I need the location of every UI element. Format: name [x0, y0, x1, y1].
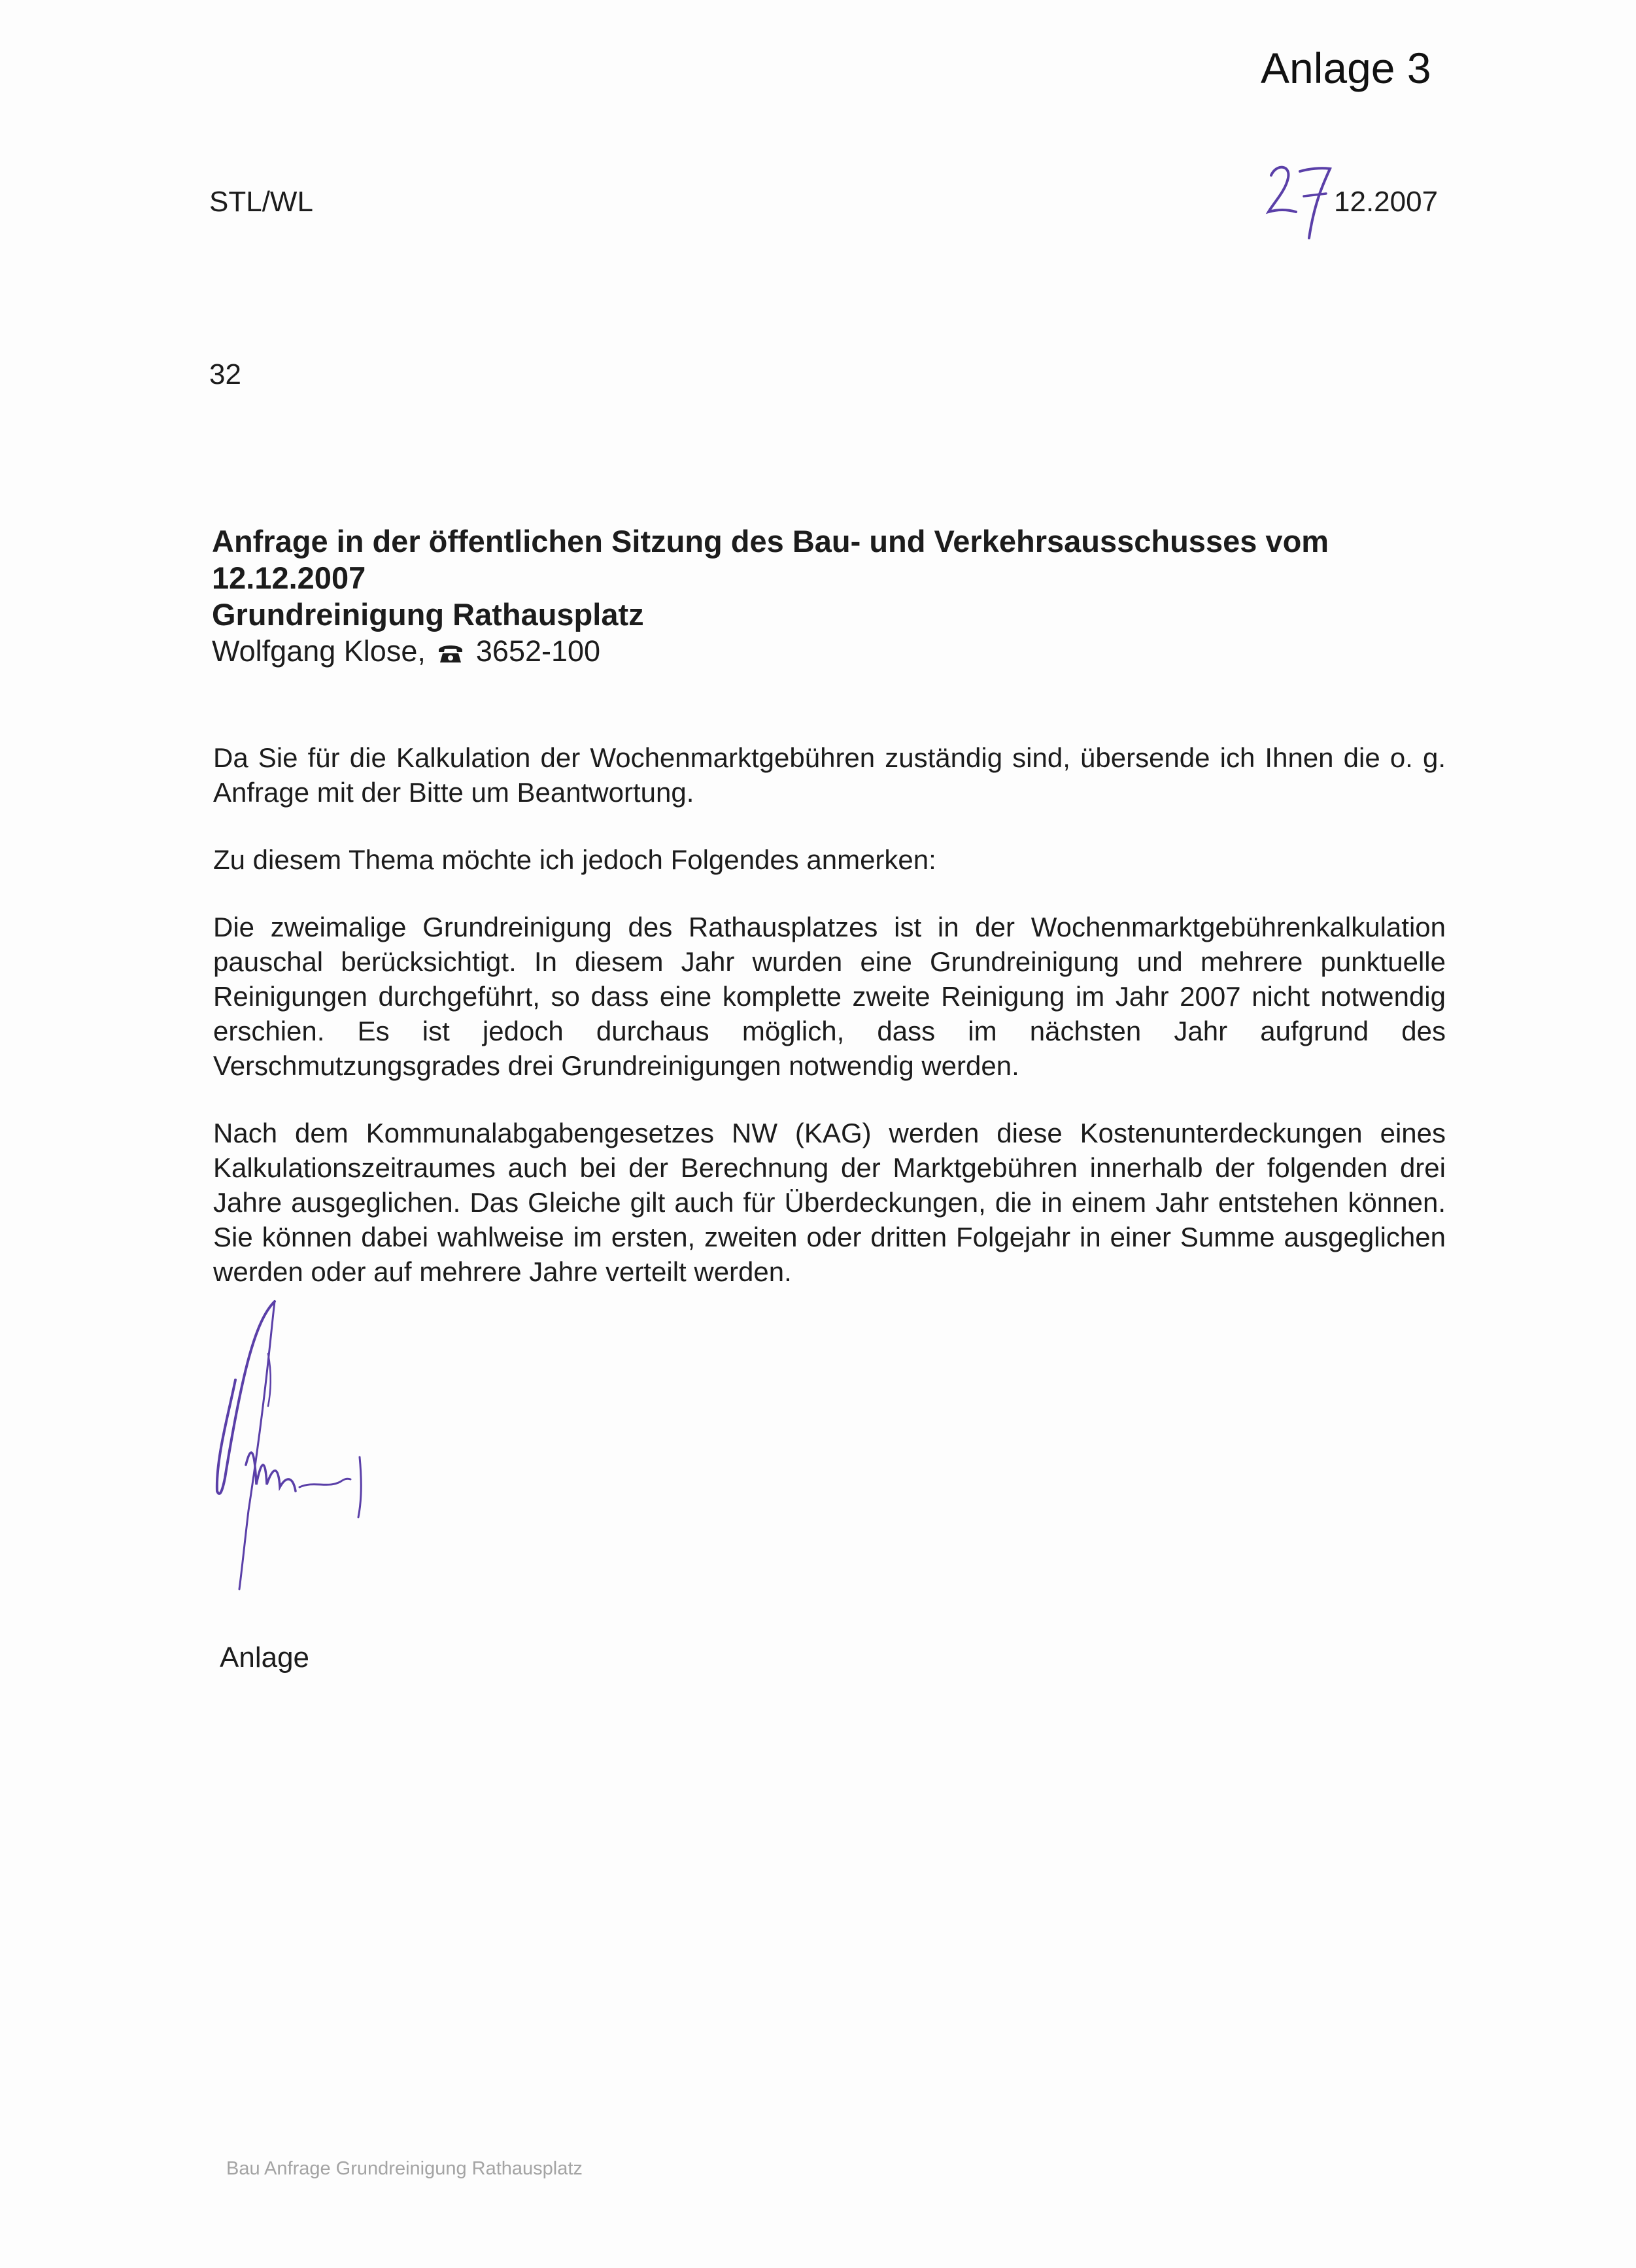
- paragraph-3: Die zweimalige Grundreinigung des Rathausplatzes ist in der Wochenmarktgebührenkalkulation pauschal berücksichtigt. In diesem Jahr wurden eine Grundreinigung und mehrere punktuelle Reinigungen durchgeführt, so dass eine komplette zweite Reinigung im Jahr 2007 nicht notwendig erschien. Es ist jedoch durchaus möglich, dass im nächsten Jahr aufgrund des Verschmutzungsgrades drei Grundreinigungen notwendig werden.: [213, 912, 1446, 1081]
- contact-line: [212, 633, 1454, 670]
- enclosure-label: Anlage: [220, 1641, 310, 1674]
- contact-phone: 3652-100: [475, 634, 601, 668]
- telephone-icon: [437, 642, 464, 664]
- paragraph-1: Da Sie für die Kalkulation der Wochenmarktgebühren zuständig sind, übersende ich Ihnen die o. g. Anfrage mit der Bitte um Beantwortung.: [213, 742, 1446, 808]
- annex-label: Anlage 3: [1261, 44, 1431, 92]
- paragraph-4: Nach dem Kommunalabgabengesetzes NW (KAG) werden diese Kostenunterdeckungen eines Kalkulationszeitraumes auch bei der Berechnung der Marktgebühren innerhalb der folgenden drei Jahre ausgeglichen. Das Gleiche gilt auch für Überdeckungen, die in einem Jahr entstehen können. Sie können dabei wahlweise im ersten, zweiten oder dritten Folgejahr in einer Summe ausgeglichen werden oder auf mehrere Jahre verteilt werden.: [213, 1118, 1446, 1287]
- contact-name: Wolfgang Klose,: [212, 634, 426, 668]
- footer-filename: Bau Anfrage Grundreinigung Rathausplatz: [226, 2158, 583, 2179]
- reference-number: 32: [209, 358, 241, 390]
- date-month-year: 12.2007: [1334, 186, 1439, 218]
- subject-date: 12.12.2007: [212, 560, 366, 595]
- department-code: STL/WL: [209, 186, 313, 218]
- subject-block: [212, 523, 1454, 670]
- letter-body: [213, 740, 1446, 1322]
- paragraph-2: Zu diesem Thema möchte ich jedoch Folgendes anmerken:: [213, 844, 936, 875]
- subject-line-1: Anfrage in der öffentlichen Sitzung des Bau- und Verkehrsausschusses vom: [212, 524, 1329, 558]
- signature: [203, 1295, 412, 1596]
- document-date: [1262, 157, 1458, 242]
- handwritten-day-number: [1262, 157, 1340, 242]
- subject-title: Grundreinigung Rathausplatz: [212, 597, 644, 632]
